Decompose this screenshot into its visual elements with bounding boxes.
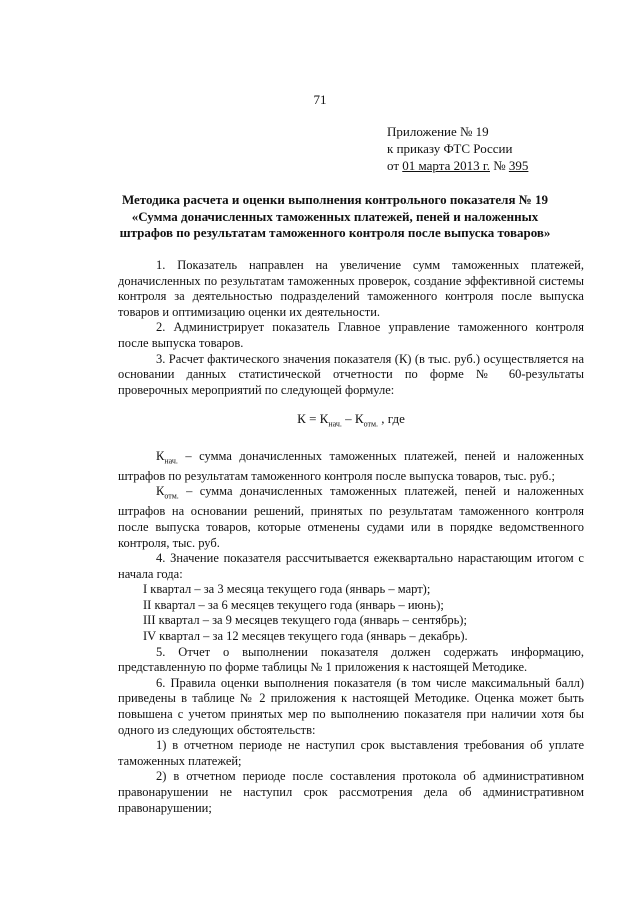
paragraph-1: 1. Показатель направлен на увеличение сумм таможенных платежей, доначисленных по результатам таможенных проверок, создание эффективной системы контроля за деятельностью подразделений таможенного контроля после выпуска товаров и оптимизацию оценки их деятельности. [118,258,584,319]
document-title [110,192,560,242]
appendix-header [387,123,617,174]
condition-1: 1) в отчетном периоде не наступил срок выставления требования об уплате таможенных платежей; [118,738,584,768]
appendix-date: 01 марта 2013 г. [402,158,490,173]
quarter-2: II квартал – за 6 месяцев текущего года (январь – июнь); [143,597,444,612]
formula-tail: , где [378,411,405,427]
definition-k-nach [118,449,584,485]
page-number: 71 [313,92,327,107]
appendix-number: 395 [508,158,529,173]
paragraph-3: 3. Расчет фактического значения показателя (К) (в тыс. руб.) осуществляется на основании данных статистической отчетности по форме № 60-результаты проверочных мероприятий по следующей формуле: [118,351,584,397]
formula-minus: – [341,411,355,427]
def1-symbol: К [156,448,165,463]
paragraph-4: 4. Значение показателя рассчитывается ежеквартально нарастающим итогом с начала года: [118,551,584,581]
title-line-2: «Сумма доначисленных таможенных платежей, пеней и наложенных [131,208,539,224]
formula-lhs: К = [297,411,320,427]
formula-k1-sub: нач. [328,419,342,429]
title-line-1: Методика расчета и оценки выполнения контрольного показателя № 19 [121,192,549,207]
title-line-3: штрафов по результатам таможенного контроля после выпуска товаров» [119,225,551,240]
quarter-4: IV квартал – за 12 месяцев текущего года (январь – декабрь). [143,629,468,644]
paragraph-6: 6. Правила оценки выполнения показателя (в том числе максимальный балл) приведены в таблице № 2 приложения к настоящей Методике. Оценка может быть повышена с учетом принятых мер по выполнению показателя при наличии хотя бы одного из следующих обстоятельств: [118,675,584,737]
quarter-3: III квартал – за 9 месяцев текущего года (январь – сентябрь); [143,613,467,628]
def1-sub: нач. [164,456,178,466]
definition-k-otm [118,484,584,551]
formula [118,411,584,432]
formula-k2: К [354,411,364,427]
appendix-number-prefix: № [489,158,509,173]
appendix-line-2: к приказу ФТС России [387,141,513,156]
paragraph-5: 5. Отчет о выполнении показателя должен содержать информацию, представленную по форме таблицы № 1 приложения к настоящей Методике. [118,644,584,675]
formula-k2-sub: отм. [363,419,379,429]
formula-k1: К [319,411,329,427]
condition-2: 2) в отчетном периоде после составления протокола об административном правонарушении не наступил срок рассмотрения дела об административном правонарушении; [118,769,584,815]
def2-text: – сумма доначисленных таможенных платежей, пеней и наложенных штрафов на основании решений, принятых по результатам таможенного контроля после выпуска товаров, которые отменены судами или в порядке ведомственного контроля, тыс. руб. [118,484,584,550]
quarter-1: I квартал – за 3 месяца текущего года (январь – март); [143,582,431,597]
def2-symbol: К [156,484,165,499]
appendix-line-3 [387,157,617,174]
appendix-line-1: Приложение № 19 [387,124,489,139]
def2-sub: отм. [164,491,179,501]
appendix-date-prefix: от [387,158,403,173]
document-body [118,258,584,816]
paragraph-2: 2. Администрирует показатель Главное управление таможенного контроля после выпуска товаров. [118,320,584,350]
def1-text: – сумма доначисленных таможенных платежей, пеней и наложенных штрафов по результатам таможенного контроля после выпуска товаров, тыс. руб.; [118,448,584,483]
